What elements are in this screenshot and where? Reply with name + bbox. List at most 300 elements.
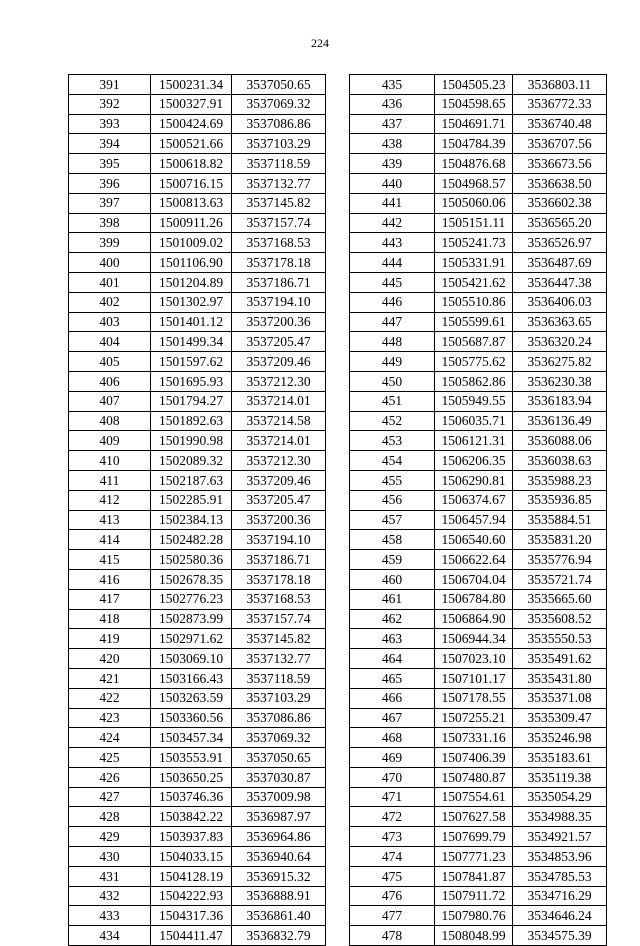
point-number-cell: 421 (69, 668, 151, 688)
y-coordinate-cell: 3537200.36 (232, 510, 326, 530)
x-coordinate-cell: 1500521.66 (151, 134, 232, 154)
x-coordinate-cell: 1503937.83 (151, 827, 232, 847)
y-coordinate-cell: 3536038.63 (513, 451, 607, 471)
table-row (350, 530, 607, 550)
y-coordinate-cell: 3535776.94 (513, 550, 607, 570)
point-number-cell: 401 (69, 272, 151, 292)
table-row (350, 470, 607, 490)
y-coordinate-cell: 3537178.18 (232, 253, 326, 273)
point-number-cell: 466 (350, 688, 435, 708)
table-row (350, 787, 607, 807)
y-coordinate-cell: 3536602.38 (513, 193, 607, 213)
point-number-cell: 463 (350, 629, 435, 649)
table-row (69, 530, 326, 550)
table-row (350, 510, 607, 530)
y-coordinate-cell: 3535054.29 (513, 787, 607, 807)
x-coordinate-cell: 1505862.86 (435, 371, 513, 391)
table-row (69, 193, 326, 213)
y-coordinate-cell: 3537069.32 (232, 94, 326, 114)
y-coordinate-cell: 3535884.51 (513, 510, 607, 530)
y-coordinate-cell: 3535183.61 (513, 748, 607, 768)
point-number-cell: 451 (350, 391, 435, 411)
table-row (69, 312, 326, 332)
table-row (69, 589, 326, 609)
point-number-cell: 424 (69, 728, 151, 748)
point-number-cell: 429 (69, 827, 151, 847)
x-coordinate-cell: 1503650.25 (151, 767, 232, 787)
y-coordinate-cell: 3537186.71 (232, 550, 326, 570)
point-number-cell: 423 (69, 708, 151, 728)
table-row (350, 272, 607, 292)
point-number-cell: 444 (350, 253, 435, 273)
point-number-cell: 391 (69, 75, 151, 95)
point-number-cell: 425 (69, 748, 151, 768)
table-row (350, 629, 607, 649)
x-coordinate-cell: 1501302.97 (151, 292, 232, 312)
y-coordinate-cell: 3536987.97 (232, 807, 326, 827)
point-number-cell: 475 (350, 866, 435, 886)
y-coordinate-cell: 3537050.65 (232, 75, 326, 95)
table-row (350, 391, 607, 411)
table-row (69, 629, 326, 649)
point-number-cell: 427 (69, 787, 151, 807)
table-row (350, 451, 607, 471)
point-number-cell: 465 (350, 668, 435, 688)
point-number-cell: 456 (350, 490, 435, 510)
table-row (69, 609, 326, 629)
x-coordinate-cell: 1506864.90 (435, 609, 513, 629)
point-number-cell: 437 (350, 114, 435, 134)
y-coordinate-cell: 3537209.46 (232, 470, 326, 490)
x-coordinate-cell: 1501204.89 (151, 272, 232, 292)
point-number-cell: 402 (69, 292, 151, 312)
y-coordinate-cell: 3537145.82 (232, 629, 326, 649)
point-number-cell: 454 (350, 451, 435, 471)
x-coordinate-cell: 1502285.91 (151, 490, 232, 510)
x-coordinate-cell: 1504222.93 (151, 886, 232, 906)
x-coordinate-cell: 1506784.80 (435, 589, 513, 609)
x-coordinate-cell: 1500618.82 (151, 154, 232, 174)
y-coordinate-cell: 3535119.38 (513, 767, 607, 787)
table-row (69, 649, 326, 669)
y-coordinate-cell: 3536320.24 (513, 332, 607, 352)
y-coordinate-cell: 3537200.36 (232, 312, 326, 332)
x-coordinate-cell: 1505687.87 (435, 332, 513, 352)
y-coordinate-cell: 3535936.85 (513, 490, 607, 510)
table-row (69, 866, 326, 886)
table-row (350, 114, 607, 134)
y-coordinate-cell: 3537103.29 (232, 688, 326, 708)
y-coordinate-cell: 3537214.58 (232, 411, 326, 431)
table-row (350, 589, 607, 609)
point-number-cell: 431 (69, 866, 151, 886)
y-coordinate-cell: 3536526.97 (513, 233, 607, 253)
table-row (350, 550, 607, 570)
table-row (69, 490, 326, 510)
x-coordinate-cell: 1507101.17 (435, 668, 513, 688)
point-number-cell: 467 (350, 708, 435, 728)
x-coordinate-cell: 1505331.91 (435, 253, 513, 273)
table-row (350, 312, 607, 332)
y-coordinate-cell: 3536861.40 (232, 906, 326, 926)
y-coordinate-cell: 3534785.53 (513, 866, 607, 886)
point-number-cell: 470 (350, 767, 435, 787)
y-coordinate-cell: 3534716.29 (513, 886, 607, 906)
point-number-cell: 418 (69, 609, 151, 629)
table-row (350, 134, 607, 154)
point-number-cell: 395 (69, 154, 151, 174)
y-coordinate-cell: 3537214.01 (232, 431, 326, 451)
x-coordinate-cell: 1506206.35 (435, 451, 513, 471)
y-coordinate-cell: 3536803.11 (513, 75, 607, 95)
x-coordinate-cell: 1505510.86 (435, 292, 513, 312)
y-coordinate-cell: 3536447.38 (513, 272, 607, 292)
x-coordinate-cell: 1504598.65 (435, 94, 513, 114)
point-number-cell: 422 (69, 688, 151, 708)
point-number-cell: 430 (69, 847, 151, 867)
x-coordinate-cell: 1506035.71 (435, 411, 513, 431)
point-number-cell: 452 (350, 411, 435, 431)
point-number-cell: 460 (350, 569, 435, 589)
y-coordinate-cell: 3537132.77 (232, 649, 326, 669)
x-coordinate-cell: 1500231.34 (151, 75, 232, 95)
table-row (69, 94, 326, 114)
x-coordinate-cell: 1506540.60 (435, 530, 513, 550)
table-row (69, 569, 326, 589)
y-coordinate-cell: 3537168.53 (232, 589, 326, 609)
point-number-cell: 438 (350, 134, 435, 154)
y-coordinate-cell: 3535721.74 (513, 569, 607, 589)
table-row (350, 807, 607, 827)
y-coordinate-cell: 3536565.20 (513, 213, 607, 233)
point-number-cell: 441 (350, 193, 435, 213)
x-coordinate-cell: 1500911.26 (151, 213, 232, 233)
point-number-cell: 468 (350, 728, 435, 748)
x-coordinate-cell: 1501401.12 (151, 312, 232, 332)
table-row (350, 926, 607, 946)
y-coordinate-cell: 3534575.39 (513, 926, 607, 946)
y-coordinate-cell: 3537030.87 (232, 767, 326, 787)
point-number-cell: 415 (69, 550, 151, 570)
x-coordinate-cell: 1507255.21 (435, 708, 513, 728)
x-coordinate-cell: 1507480.87 (435, 767, 513, 787)
point-number-cell: 410 (69, 451, 151, 471)
point-number-cell: 439 (350, 154, 435, 174)
x-coordinate-cell: 1507178.55 (435, 688, 513, 708)
x-coordinate-cell: 1507406.39 (435, 748, 513, 768)
y-coordinate-cell: 3537212.30 (232, 371, 326, 391)
point-number-cell: 449 (350, 352, 435, 372)
table-row (69, 926, 326, 946)
x-coordinate-cell: 1504505.23 (435, 75, 513, 95)
x-coordinate-cell: 1502776.23 (151, 589, 232, 609)
table-row (69, 431, 326, 451)
y-coordinate-cell: 3537086.86 (232, 708, 326, 728)
y-coordinate-cell: 3535371.08 (513, 688, 607, 708)
y-coordinate-cell: 3536136.49 (513, 411, 607, 431)
table-row (69, 550, 326, 570)
x-coordinate-cell: 1505421.62 (435, 272, 513, 292)
x-coordinate-cell: 1504784.39 (435, 134, 513, 154)
point-number-cell: 426 (69, 767, 151, 787)
table-row (69, 391, 326, 411)
y-coordinate-cell: 3537118.59 (232, 154, 326, 174)
x-coordinate-cell: 1505241.73 (435, 233, 513, 253)
y-coordinate-cell: 3537178.18 (232, 569, 326, 589)
x-coordinate-cell: 1505060.06 (435, 193, 513, 213)
table-row (350, 609, 607, 629)
y-coordinate-cell: 3536888.91 (232, 886, 326, 906)
table-row (350, 94, 607, 114)
y-coordinate-cell: 3535431.80 (513, 668, 607, 688)
table-row (350, 332, 607, 352)
x-coordinate-cell: 1507699.79 (435, 827, 513, 847)
table-row (69, 352, 326, 372)
table-row (69, 886, 326, 906)
point-number-cell: 464 (350, 649, 435, 669)
x-coordinate-cell: 1506622.64 (435, 550, 513, 570)
point-number-cell: 393 (69, 114, 151, 134)
y-coordinate-cell: 3536088.06 (513, 431, 607, 451)
x-coordinate-cell: 1507331.16 (435, 728, 513, 748)
table-row (69, 173, 326, 193)
table-row (350, 233, 607, 253)
y-coordinate-cell: 3537086.86 (232, 114, 326, 134)
table-row (69, 668, 326, 688)
table-row (350, 728, 607, 748)
point-number-cell: 413 (69, 510, 151, 530)
y-coordinate-cell: 3536915.32 (232, 866, 326, 886)
x-coordinate-cell: 1503457.34 (151, 728, 232, 748)
x-coordinate-cell: 1502580.36 (151, 550, 232, 570)
point-number-cell: 407 (69, 391, 151, 411)
x-coordinate-cell: 1506290.81 (435, 470, 513, 490)
y-coordinate-cell: 3537103.29 (232, 134, 326, 154)
x-coordinate-cell: 1502482.28 (151, 530, 232, 550)
x-coordinate-cell: 1502971.62 (151, 629, 232, 649)
table-row (69, 134, 326, 154)
x-coordinate-cell: 1507771.23 (435, 847, 513, 867)
table-row (350, 431, 607, 451)
table-row (69, 233, 326, 253)
point-number-cell: 445 (350, 272, 435, 292)
point-number-cell: 403 (69, 312, 151, 332)
y-coordinate-cell: 3536832.79 (232, 926, 326, 946)
point-number-cell: 447 (350, 312, 435, 332)
y-coordinate-cell: 3534988.35 (513, 807, 607, 827)
table-row (350, 886, 607, 906)
table-row (350, 193, 607, 213)
x-coordinate-cell: 1503360.56 (151, 708, 232, 728)
y-coordinate-cell: 3536964.86 (232, 827, 326, 847)
table-row (69, 748, 326, 768)
x-coordinate-cell: 1503553.91 (151, 748, 232, 768)
x-coordinate-cell: 1501009.02 (151, 233, 232, 253)
y-coordinate-cell: 3534646.24 (513, 906, 607, 926)
x-coordinate-cell: 1506457.94 (435, 510, 513, 530)
table-row (69, 470, 326, 490)
point-number-cell: 405 (69, 352, 151, 372)
table-row (350, 75, 607, 95)
point-number-cell: 477 (350, 906, 435, 926)
y-coordinate-cell: 3537009.98 (232, 787, 326, 807)
point-number-cell: 414 (69, 530, 151, 550)
y-coordinate-cell: 3536707.56 (513, 134, 607, 154)
table-row (350, 411, 607, 431)
y-coordinate-cell: 3536406.03 (513, 292, 607, 312)
table-row (350, 847, 607, 867)
point-number-cell: 432 (69, 886, 151, 906)
point-number-cell: 406 (69, 371, 151, 391)
x-coordinate-cell: 1506704.04 (435, 569, 513, 589)
x-coordinate-cell: 1501794.27 (151, 391, 232, 411)
point-number-cell: 474 (350, 847, 435, 867)
table-row (69, 688, 326, 708)
y-coordinate-cell: 3535665.60 (513, 589, 607, 609)
table-row (69, 332, 326, 352)
x-coordinate-cell: 1503842.22 (151, 807, 232, 827)
point-number-cell: 455 (350, 470, 435, 490)
table-row (350, 352, 607, 372)
table-row (69, 292, 326, 312)
y-coordinate-cell: 3534921.57 (513, 827, 607, 847)
table-row (350, 827, 607, 847)
y-coordinate-cell: 3535309.47 (513, 708, 607, 728)
y-coordinate-cell: 3536673.56 (513, 154, 607, 174)
point-number-cell: 420 (69, 649, 151, 669)
y-coordinate-cell: 3536772.33 (513, 94, 607, 114)
point-number-cell: 411 (69, 470, 151, 490)
table-row (69, 451, 326, 471)
y-coordinate-cell: 3537214.01 (232, 391, 326, 411)
table-row (69, 253, 326, 273)
x-coordinate-cell: 1503069.10 (151, 649, 232, 669)
point-number-cell: 416 (69, 569, 151, 589)
x-coordinate-cell: 1505775.62 (435, 352, 513, 372)
point-number-cell: 448 (350, 332, 435, 352)
x-coordinate-cell: 1504317.36 (151, 906, 232, 926)
x-coordinate-cell: 1507980.76 (435, 906, 513, 926)
point-number-cell: 392 (69, 94, 151, 114)
x-coordinate-cell: 1500813.63 (151, 193, 232, 213)
x-coordinate-cell: 1501597.62 (151, 352, 232, 372)
point-number-cell: 461 (350, 589, 435, 609)
point-number-cell: 417 (69, 589, 151, 609)
y-coordinate-cell: 3536275.82 (513, 352, 607, 372)
table-row (69, 767, 326, 787)
table-row (350, 748, 607, 768)
x-coordinate-cell: 1501499.34 (151, 332, 232, 352)
table-row (350, 173, 607, 193)
x-coordinate-cell: 1504968.57 (435, 173, 513, 193)
table-row (69, 510, 326, 530)
x-coordinate-cell: 1505599.61 (435, 312, 513, 332)
x-coordinate-cell: 1502678.35 (151, 569, 232, 589)
point-number-cell: 457 (350, 510, 435, 530)
x-coordinate-cell: 1504128.19 (151, 866, 232, 886)
point-number-cell: 396 (69, 173, 151, 193)
y-coordinate-cell: 3536487.69 (513, 253, 607, 273)
point-number-cell: 419 (69, 629, 151, 649)
x-coordinate-cell: 1504876.68 (435, 154, 513, 174)
x-coordinate-cell: 1501695.93 (151, 371, 232, 391)
point-number-cell: 478 (350, 926, 435, 946)
table-row (350, 213, 607, 233)
y-coordinate-cell: 3534853.96 (513, 847, 607, 867)
coordinate-table-right (349, 74, 607, 946)
point-number-cell: 412 (69, 490, 151, 510)
point-number-cell: 404 (69, 332, 151, 352)
x-coordinate-cell: 1501892.63 (151, 411, 232, 431)
point-number-cell: 473 (350, 827, 435, 847)
table-row (350, 688, 607, 708)
table-row (350, 371, 607, 391)
y-coordinate-cell: 3536183.94 (513, 391, 607, 411)
y-coordinate-cell: 3536940.64 (232, 847, 326, 867)
y-coordinate-cell: 3537069.32 (232, 728, 326, 748)
point-number-cell: 398 (69, 213, 151, 233)
point-number-cell: 408 (69, 411, 151, 431)
x-coordinate-cell: 1503166.43 (151, 668, 232, 688)
x-coordinate-cell: 1503263.59 (151, 688, 232, 708)
y-coordinate-cell: 3537209.46 (232, 352, 326, 372)
point-number-cell: 433 (69, 906, 151, 926)
y-coordinate-cell: 3536638.50 (513, 173, 607, 193)
y-coordinate-cell: 3537118.59 (232, 668, 326, 688)
x-coordinate-cell: 1502873.99 (151, 609, 232, 629)
y-coordinate-cell: 3537194.10 (232, 292, 326, 312)
table-row (69, 75, 326, 95)
x-coordinate-cell: 1504411.47 (151, 926, 232, 946)
table-row (350, 767, 607, 787)
x-coordinate-cell: 1504033.15 (151, 847, 232, 867)
table-row (69, 827, 326, 847)
y-coordinate-cell: 3537186.71 (232, 272, 326, 292)
point-number-cell: 442 (350, 213, 435, 233)
y-coordinate-cell: 3535831.20 (513, 530, 607, 550)
x-coordinate-cell: 1507627.58 (435, 807, 513, 827)
x-coordinate-cell: 1500327.91 (151, 94, 232, 114)
x-coordinate-cell: 1505949.55 (435, 391, 513, 411)
y-coordinate-cell: 3535491.62 (513, 649, 607, 669)
y-coordinate-cell: 3535608.52 (513, 609, 607, 629)
point-number-cell: 400 (69, 253, 151, 273)
x-coordinate-cell: 1502089.32 (151, 451, 232, 471)
point-number-cell: 435 (350, 75, 435, 95)
x-coordinate-cell: 1504691.71 (435, 114, 513, 134)
x-coordinate-cell: 1506374.67 (435, 490, 513, 510)
y-coordinate-cell: 3537157.74 (232, 213, 326, 233)
x-coordinate-cell: 1506121.31 (435, 431, 513, 451)
point-number-cell: 428 (69, 807, 151, 827)
x-coordinate-cell: 1500424.69 (151, 114, 232, 134)
coordinate-table-left (68, 74, 326, 946)
page-number: 224 (311, 36, 329, 50)
y-coordinate-cell: 3537050.65 (232, 748, 326, 768)
y-coordinate-cell: 3535550.53 (513, 629, 607, 649)
point-number-cell: 453 (350, 431, 435, 451)
table-row (350, 866, 607, 886)
x-coordinate-cell: 1503746.36 (151, 787, 232, 807)
point-number-cell: 409 (69, 431, 151, 451)
x-coordinate-cell: 1506944.34 (435, 629, 513, 649)
y-coordinate-cell: 3537145.82 (232, 193, 326, 213)
table-row (350, 708, 607, 728)
table-row (350, 668, 607, 688)
table-row (350, 649, 607, 669)
table-row (350, 906, 607, 926)
point-number-cell: 397 (69, 193, 151, 213)
